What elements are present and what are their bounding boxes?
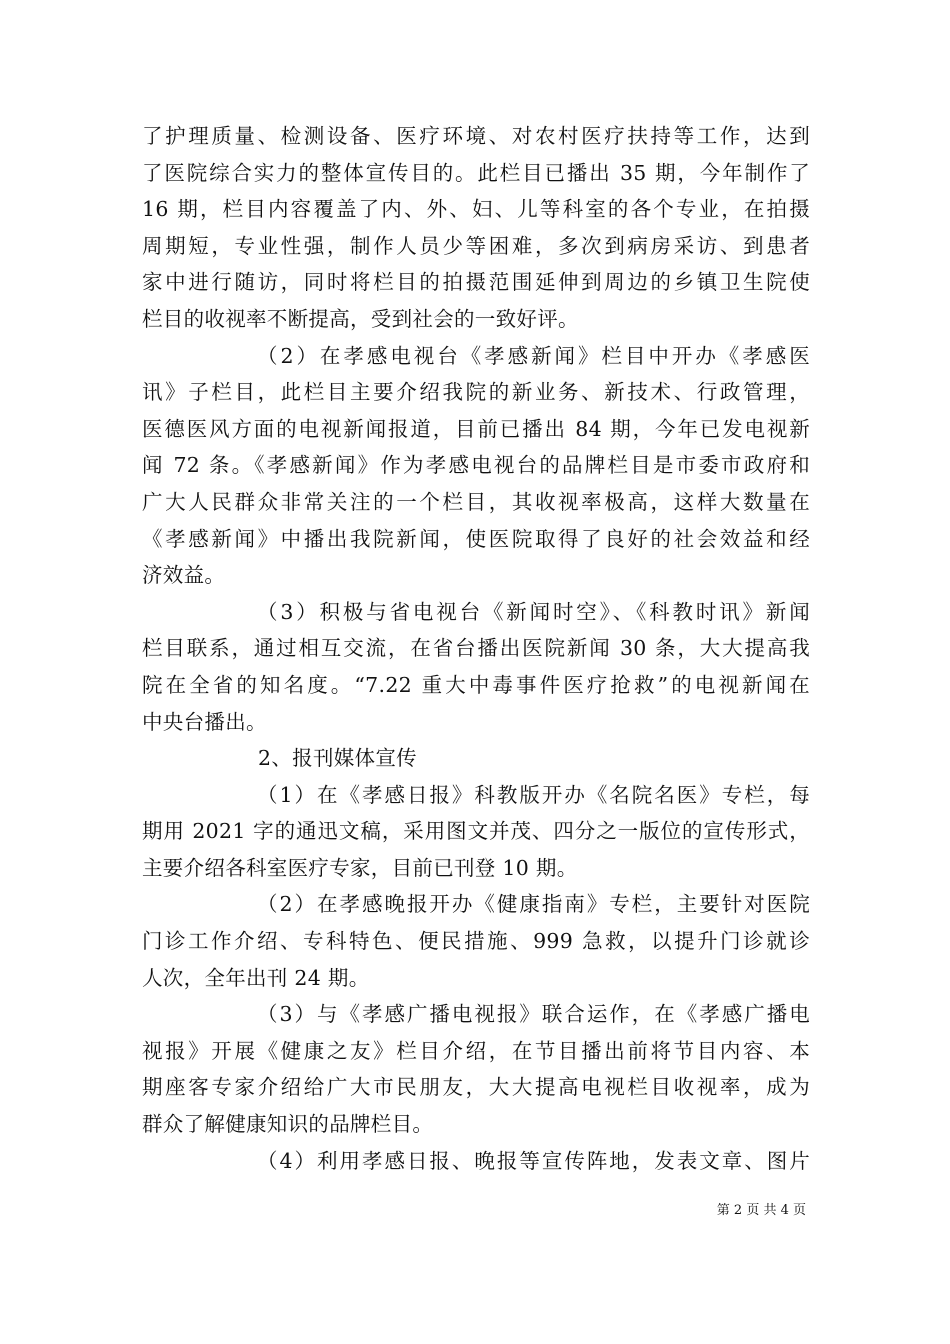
text-line: 了医院综合实力的整体宣传目的。此栏目已播出 35 期，今年制作了	[142, 160, 810, 185]
text-line: 群众了解健康知识的品牌栏目。	[142, 1112, 434, 1137]
text-line: （1）在《孝感日报》科教版开办《名院名医》专栏，每	[257, 782, 810, 807]
text-line: 讯》子栏目，此栏目主要介绍我院的新业务、新技术、行政管理，	[142, 380, 810, 405]
text-line: 《孝感新闻》中播出我院新闻，使医院取得了良好的社会效益和经	[142, 526, 810, 551]
text-line: （3）与《孝感广播电视报》联合运作，在《孝感广播电	[257, 1002, 810, 1027]
text-line: （2）在孝感电视台《孝感新闻》栏目中开办《孝感医	[257, 343, 810, 368]
text-line: 栏目联系，通过相互交流，在省台播出医院新闻 30 条，大大提高我	[142, 636, 810, 661]
text-line: 院在全省的知名度。“7.22 重大中毒事件医疗抢救”的电视新闻在	[142, 672, 810, 697]
text-line: 中央台播出。	[142, 709, 267, 734]
section-heading: 2、报刊媒体宣传	[258, 746, 417, 771]
text-line: 主要介绍各科室医疗专家，目前已刊登 10 期。	[142, 855, 578, 880]
text-line: （2）在孝感晚报开办《健康指南》专栏，主要针对医院	[257, 892, 810, 917]
text-line: 闻 72 条。《孝感新闻》作为孝感电视台的品牌栏目是市委市政府和	[142, 453, 810, 478]
text-line: 周期短，专业性强，制作人员少等困难，多次到病房采访、到患者	[142, 233, 810, 258]
page-number: 第 2 页 共 4 页	[716, 1203, 806, 1218]
text-line: 期座客专家介绍给广大市民朋友，大大提高电视栏目收视率，成为	[142, 1075, 810, 1100]
text-line: 家中进行随访，同时将栏目的拍摄范围延伸到周边的乡镇卫生院使	[142, 270, 810, 295]
text-line: 视报》开展《健康之友》栏目介绍，在节目播出前将节目内容、本	[142, 1038, 810, 1063]
text-line: 济效益。	[142, 563, 226, 588]
body-text	[142, 118, 810, 1179]
text-line: （4）利用孝感日报、晚报等宣传阵地，发表文章、图片	[257, 1148, 810, 1173]
text-line: 16 期，栏目内容覆盖了内、外、妇、儿等科室的各个专业，在拍摄	[142, 197, 810, 222]
text-line: 广大人民群众非常关注的一个栏目，其收视率极高，这样大数量在	[142, 489, 810, 514]
text-line: 人次，全年出刊 24 期。	[142, 965, 370, 990]
text-line: 了护理质量、检测设备、医疗环境、对农村医疗扶持等工作，达到	[142, 124, 810, 148]
text-line: 期用 2021 字的通迅文稿，采用图文并茂、四分之一版位的宣传形式，	[142, 819, 810, 844]
text-line: （3）积极与省电视台《新闻时空》、《科教时讯》新闻	[257, 599, 810, 624]
text-line: 医德医风方面的电视新闻报道，目前已播出 84 期，今年已发电视新	[142, 416, 810, 441]
text-line: 门诊工作介绍、专科特色、便民措施、999 急救，以提升门诊就诊	[142, 929, 810, 954]
text-line: 栏目的收视率不断提高，受到社会的一致好评。	[142, 306, 579, 331]
